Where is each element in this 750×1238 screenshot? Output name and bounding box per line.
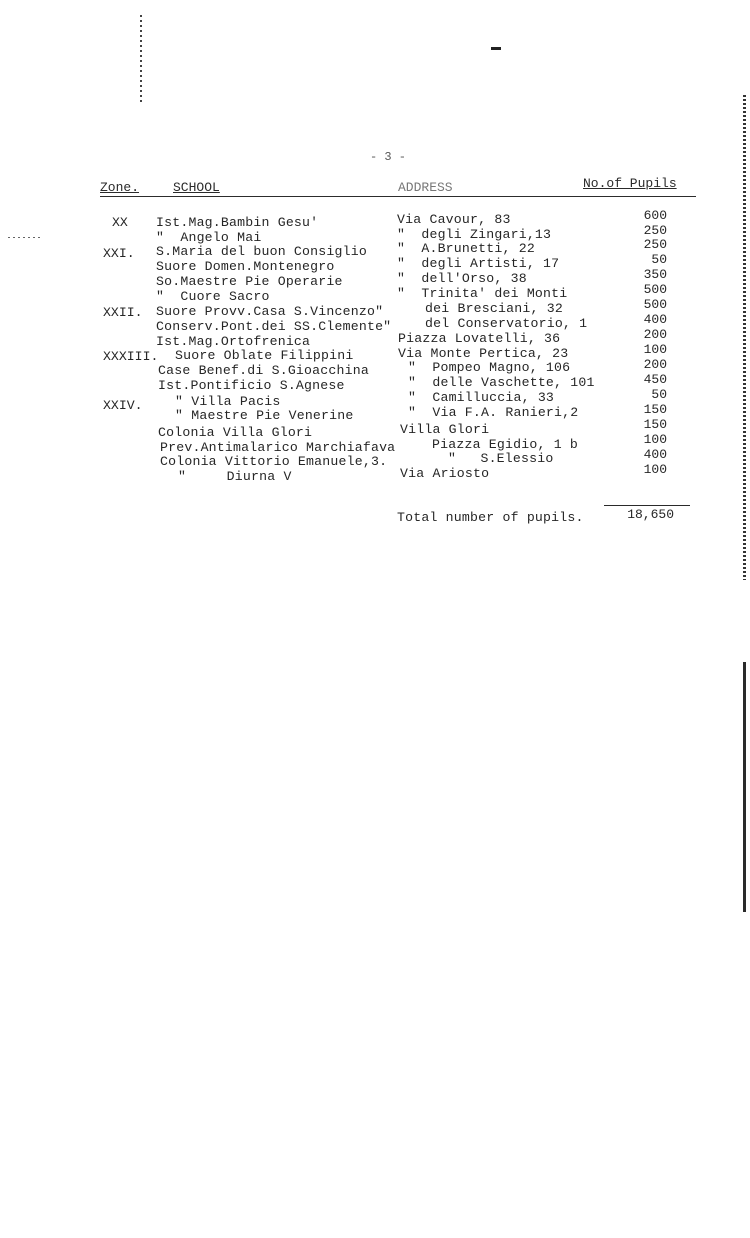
total-label: Total number of pupils. <box>397 510 584 525</box>
total-rule <box>604 505 690 506</box>
header-address: ADDRESS <box>398 180 453 195</box>
scan-artifact-dots <box>8 237 40 238</box>
scan-artifact-dash <box>491 47 501 50</box>
scan-artifact-left-mark <box>140 15 142 105</box>
header-zone: Zone. <box>100 180 140 195</box>
page-number: - 3 - <box>370 150 407 164</box>
header-pupils: No.of Pupils <box>583 176 677 191</box>
total-value: 18,650 <box>627 507 674 522</box>
document-page: - 3 - Zone. SCHOOL ADDRESS No.of Pupils XX Ist.Mag.Bambin Gesu' Via Cavour, 83 600 " Angelo Mai " degli Zingari,13 250 XXI. S.Maria del buon Consiglio " A.Brunetti, 22 250 Suore Domen.Montenegro " degli Artisti, 17 50 So.Maestre Pie Operarie " dell'Orso, 38 350 " Cuore Sacro " Trinita' dei Monti 500 XXII. Suore Provv.Casa S.Vincenzo" dei Bresciani, 32 500 Conserv.Pont.dei SS.Clemente" del Conservatorio, 1 400 Ist.Mag.Ortofrenica Piazza Lovatelli, 36 200 XXXIII. Suore Oblate Filippini Via Monte Pertica, 23 100 Case Benef.di S.Gioacchina " Pompeo Magno, 106 200 Ist.Pontificio S.Agnese " delle Vaschette, 101 450 XXIV. " Villa Pacis " Camilluccia, 33 50 " Maestre Pie Venerine " Via F.A. Ranieri,2 150 Colonia Villa Glori Villa Glori 150 Prev.Antimalarico Marchiafava Piazza Egidio, 1 b 100 Colonia Vittorio Emanuele,3. " S.Elessio 400 " Diurna V Via Ariosto 100 Total number of pupils. 18,650 <box>0 0 750 1238</box>
scan-edge-lower <box>743 662 746 912</box>
scan-edge-upper <box>743 95 746 580</box>
header-school: SCHOOL <box>173 180 220 195</box>
header-rule <box>100 196 696 197</box>
